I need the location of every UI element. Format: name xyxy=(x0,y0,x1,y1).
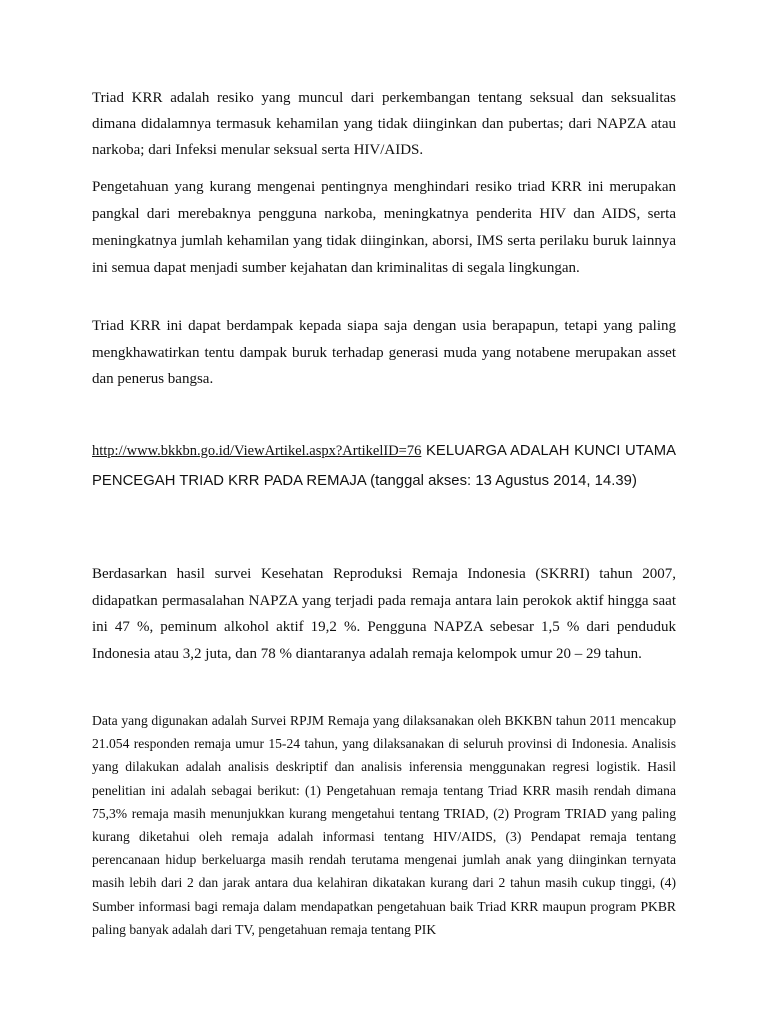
reference-title: KELUARGA ADALAH KUNCI UTAMA PENCEGAH TRIAD KRR PADA REMAJA (tanggal akses: 13 Agustus 2014, 14.39) xyxy=(92,443,676,489)
paragraph-triad-krr-definition: Triad KRR adalah resiko yang muncul dari perkembangan tentang seksual dan seksualitas dimana didalamnya termasuk kehamilan yang tidak diinginkan dan pubertas; dari NAPZA atau narkoba; dari Infeksi menular seksual serta HIV/AIDS. xyxy=(92,90,676,158)
paragraph-rpjm-survey: Data yang digunakan adalah Survei RPJM Remaja yang dilaksanakan oleh BKKBN tahun 2011 mencakup 21.054 responden remaja umur 15-24 tahun, yang dilaksanakan di seluruh provinsi di Indonesia. Analisis yang dilakukan adalah analisis deskriptif dan analisis inferensia menggunakan regresi logistik. Hasil penelitian ini adalah sebagai berikut: (1) Pengetahuan remaja tentang Triad KRR masih rendah dimana 75,3% remaja masih menunjukkan kurang mengetahui tentang TRIAD, (2) Program TRIAD yang paling kurang diketahui oleh remaja adalah informasi tentang HIV/AIDS, (3) Pendapat remaja tentang perencanaan hidup berkeluarga masih rendah terutama mengenai jumlah anak yang diinginkan ternyata masih lebih dari 2 dan jarak antara dua kelahiran dikatakan kurang dari 2 tahun masih cukup tinggi, (4) Sumber informasi bagi remaja dalam mendapatkan pengetahuan baik Triad KRR maupun program PKBR paling banyak adalah dari TV, pengetahuan remaja tentang PIK xyxy=(92,713,676,937)
paragraph-knowledge-lack: Pengetahuan yang kurang mengenai pentingnya menghindari resiko triad KRR ini merupakan pangkal dari merebaknya pengguna narkoba, meningkatnya penderita HIV dan AIDS, serta meningkatnya jumlah kehamilan yang tidak diinginkan, aborsi, IMS serta perilaku buruk lainnya ini semua dapat menjadi sumber kejahatan dan kriminalitas di segala lingkungan. xyxy=(92,179,676,276)
paragraph-impact: Triad KRR ini dapat berdampak kepada siapa saja dengan usia berapapun, tetapi yang paling mengkhawatirkan tentu dampak buruk terhadap generasi muda yang notabene merupakan asset dan penerus bangsa. xyxy=(92,318,676,387)
reference-link[interactable]: http://www.bkkbn.go.id/ViewArtikel.aspx?ArtikelID=76 xyxy=(92,443,422,459)
reference-citation xyxy=(92,436,676,496)
paragraph-skrri-survey: Berdasarkan hasil survei Kesehatan Reproduksi Remaja Indonesia (SKRRI) tahun 2007, didapatkan permasalahan NAPZA yang terjadi pada remaja antara lain perokok aktif hingga saat ini 47 %, peminum alkohol aktif 19,2 %. Pengguna NAPZA sebesar 1,5 % dari penduduk Indonesia atau 3,2 juta, dan 78 % diantaranya adalah remaja kelompok umur 20 – 29 tahun. xyxy=(92,566,676,662)
